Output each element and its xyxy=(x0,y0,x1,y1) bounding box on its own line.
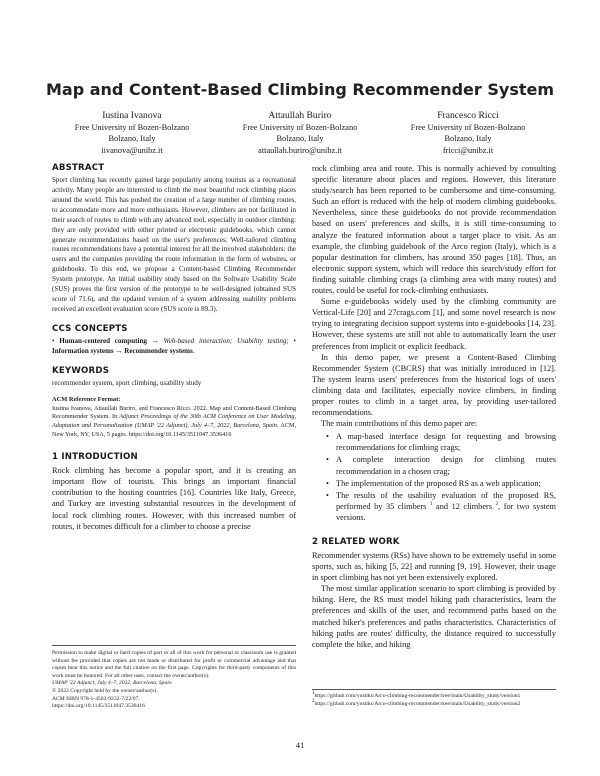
body-paragraph: Recommender systems (RSs) have shown to be extremely useful in some sports, such as, hiking [5, 22] and running [9, 19]. However, their usage in sport climbing has not yet been extensively explored. xyxy=(312,551,556,583)
keywords-heading: KEYWORDS xyxy=(52,365,110,376)
acm-reference-doi: ACM, New York, NY, USA, 5 pages. https://doi.org/10.1145/3511047.3536416 xyxy=(52,422,296,439)
author xyxy=(48,109,216,156)
list-item: • A map-based interface design for requesting and browsing recommendations for climbing crags; xyxy=(336,431,556,453)
author-city: Bolzano, Italy xyxy=(108,134,156,144)
footnotes xyxy=(312,689,556,708)
acm-reference-heading: ACM Reference Format: xyxy=(52,395,121,403)
list-item: • A complete interaction design for climbing routes recommendation in a chosen crag; xyxy=(336,454,556,476)
list-item-text: The results of the usability evaluation of the proposed RS, performed by 35 climbers xyxy=(336,490,556,511)
list-item-text: , for two system versions. xyxy=(336,501,556,522)
body-paragraph: In this demo paper, we present a Content-Based Climbing Recommender System (CBCRS) that was initially introduced in [12]. The system learns users' preferences from the historical logs of users' climbing data and facilitates, especially novice climbers, in finding proper routes to climb in a target area, by providing user-tailored recommendations. xyxy=(312,352,556,418)
ccs-bullet: • xyxy=(293,336,296,345)
author-name: Francesco Ricci xyxy=(437,110,499,121)
permission-notice xyxy=(52,645,296,711)
ccs-heading: CCS CONCEPTS xyxy=(52,323,128,334)
ccs-period: . xyxy=(192,346,195,355)
paper-title: Map and Content-Based Climbing Recommender System xyxy=(45,80,555,99)
footnote xyxy=(312,698,556,709)
author-affiliation: Free University of Bozen-Bolzano xyxy=(242,123,358,132)
ccs-bullet: • xyxy=(52,336,55,345)
copyright-line: © 2022 Copyright held by the owner/author(s). xyxy=(52,687,158,694)
footnote-number: 2 xyxy=(312,698,315,704)
ccs-item-2: Information systems → Recommender systems xyxy=(52,346,193,355)
author-email[interactable]: iivanova@unibz.it xyxy=(101,145,163,155)
author-affiliation: Free University of Bozen-Bolzano xyxy=(74,123,190,132)
left-column xyxy=(52,163,296,532)
introduction-heading: 1 INTRODUCTION xyxy=(52,452,138,463)
abstract-heading: ABSTRACT xyxy=(52,163,105,173)
footnote-url[interactable]: https://github.com/yustiks/Arco-climbing-recommender/tree/main/Usability_study/version2 xyxy=(314,700,521,707)
list-item: • The implementation of the proposed RS as a web application; xyxy=(336,478,556,489)
keywords-text: recommender system, sport climbing, usability study xyxy=(52,378,202,387)
author-name: Iustina Ivanova xyxy=(102,110,162,121)
body-paragraph: The most similar application scenario to sport climbing is provided by hiking. Here, the RS must model hiking path characteristics, learn the preferences and skills of the user, and recommend paths based on the matched hiker's preferences and paths characteristics. Characteristics of hiking paths are routes' difficulty, the distance required to successfully complete the hike, and hiking xyxy=(312,584,556,649)
right-column xyxy=(312,163,556,650)
author-block xyxy=(48,109,552,156)
footnote-url[interactable]: https://github.com/yustiks/Arco-climbing-recommender/tree/main/Usability_study/version1 xyxy=(314,693,521,699)
author-email[interactable]: fricci@unibz.it xyxy=(442,145,494,155)
footnote xyxy=(312,693,556,701)
acm-reference xyxy=(52,396,296,441)
body-paragraph: Some e-guidebooks widely used by the climbing community are Vertical-Life [20] and 27crags.com [1], and some novel research is now trying to integrating decision support systems into e-guidebooks [14, 23]. However, these systems are still not able to automatically learn the user preferences from implicit or explicit feedback. xyxy=(312,297,556,351)
acm-reference-authors: Iustina Ivanova, Attaullah Buriro, and Francesco Ricci. 2022. Map and Content-Based Climbing Recommender System. In xyxy=(52,404,296,421)
introduction-text: Rock climbing has become a popular sport, and it is creating an important flow of tourists. This brings an important financial contribution to the hosting countries [16]. Countries like Italy, Greece, and Turkey are investing substantial resources in the development of local rock climbing routes. However, with this increased number of routes, it becomes difficult for a climber to choose a precise xyxy=(52,466,296,531)
page-number: 41 xyxy=(295,740,305,750)
author-city: Bolzano, Italy xyxy=(276,134,324,144)
author-email[interactable]: attaullah.buriro@unibz.it xyxy=(258,145,342,155)
contributions-list xyxy=(312,431,556,523)
author xyxy=(384,109,552,156)
body-paragraph: The main contributions of this demo paper are: xyxy=(321,419,477,429)
body-paragraph: rock climbing area and route. This is normally achieved by consulting specific literature about places and regions. However, this literature study/search has been reported to be cumbersome and time-consuming. Such an effort is reduced with the help of modern climbing guidebooks. Nevertheless, since these guidebooks do not provide recommendation based on users' preferences and skills, it is still time-consuming to analyze the featured information about a target place to visit. As an example, the climbing guidebook of the Arco region (Italy), which is a popular destination for climbers, has around 350 pages [18]. Thus, an electronic support system, which will reduce this search/study effort for finding suitable climbing crags (a climbing area with many routes) and routes, could be useful for rock-climbing enthusiasts. xyxy=(312,164,556,296)
related-work-heading: 2 RELATED WORK xyxy=(312,537,400,547)
list-item-text: and 12 climbers xyxy=(432,501,496,511)
ccs-arrow: → xyxy=(151,336,159,345)
ccs-item-1: Human-centered computing xyxy=(59,336,147,345)
abstract-text: Sport climbing has recently gained large popularity among tourists as a recreational activity. Many people are interested to climb the most beautiful rock climbing places around the world. This has pushed the creation of a large number of climbing routes, to accommodate more and more enthusiasts. However, climbers are not facilitated in their search of routes to climb with any advanced tool, especially in outdoor climbing: they are only provided with either printed or electronic guidebooks, which cannot generate recommendations based on the user's preferences. Well-tailored climbing routes recommendations have a potential interest for all the involved stakeholders: the users and the companies providing the route information in the form of websites, or guidebooks. To this end, we propose a Content-based Climbing Recommender System prototype. An initial usability study based on the Software Usability Scale (SUS) proves the first version of the prototype to be well-designed (obtained SUS score of 71.6), and the updated version of a system addressing usability problems received an excellent evaluation score (SUS score is 89.3). xyxy=(52,176,296,313)
permission-text: Permission to make digital or hard copies of part or all of this work for personal or classroom use is granted without fee provided that copies are not made or distributed for profit or commercial advantage and that copies bear this notice and the full citation on the first page. Copyrights for third-party components of this work must be honored. For all other uses, contact the owner/author(s). xyxy=(52,650,296,679)
ccs-item-1-detail: Web-based interaction; Usability testing; xyxy=(163,336,289,345)
footnote-number: 1 xyxy=(312,691,315,697)
list-item xyxy=(336,490,556,523)
doi-link[interactable]: https://doi.org/10.1145/3511047.3536416 xyxy=(52,703,145,710)
acm-reference-venue: Adjunct Proceedings of the 30th ACM Conference on User Modeling, Adaptation and Personalization (UMAP '22 Adjunct), July 4–7, 2022, Barcelona, Spain. xyxy=(52,413,296,430)
footnote-mark[interactable]: 1 xyxy=(429,502,433,508)
footnote-mark[interactable]: 2 xyxy=(495,502,499,508)
author xyxy=(216,109,384,156)
conference-line: UMAP '22 Adjunct, July 4–7, 2022, Barcelona, Spain xyxy=(52,680,172,687)
author-affiliation: Free University of Bozen-Bolzano xyxy=(410,123,526,132)
author-name: Attaullah Buriro xyxy=(268,110,332,121)
author-city: Bolzano, Italy xyxy=(444,134,492,144)
isbn-line: ACM ISBN 978-1-4503-9232-7/22/07. xyxy=(52,695,140,702)
ccs-concepts xyxy=(52,337,296,357)
